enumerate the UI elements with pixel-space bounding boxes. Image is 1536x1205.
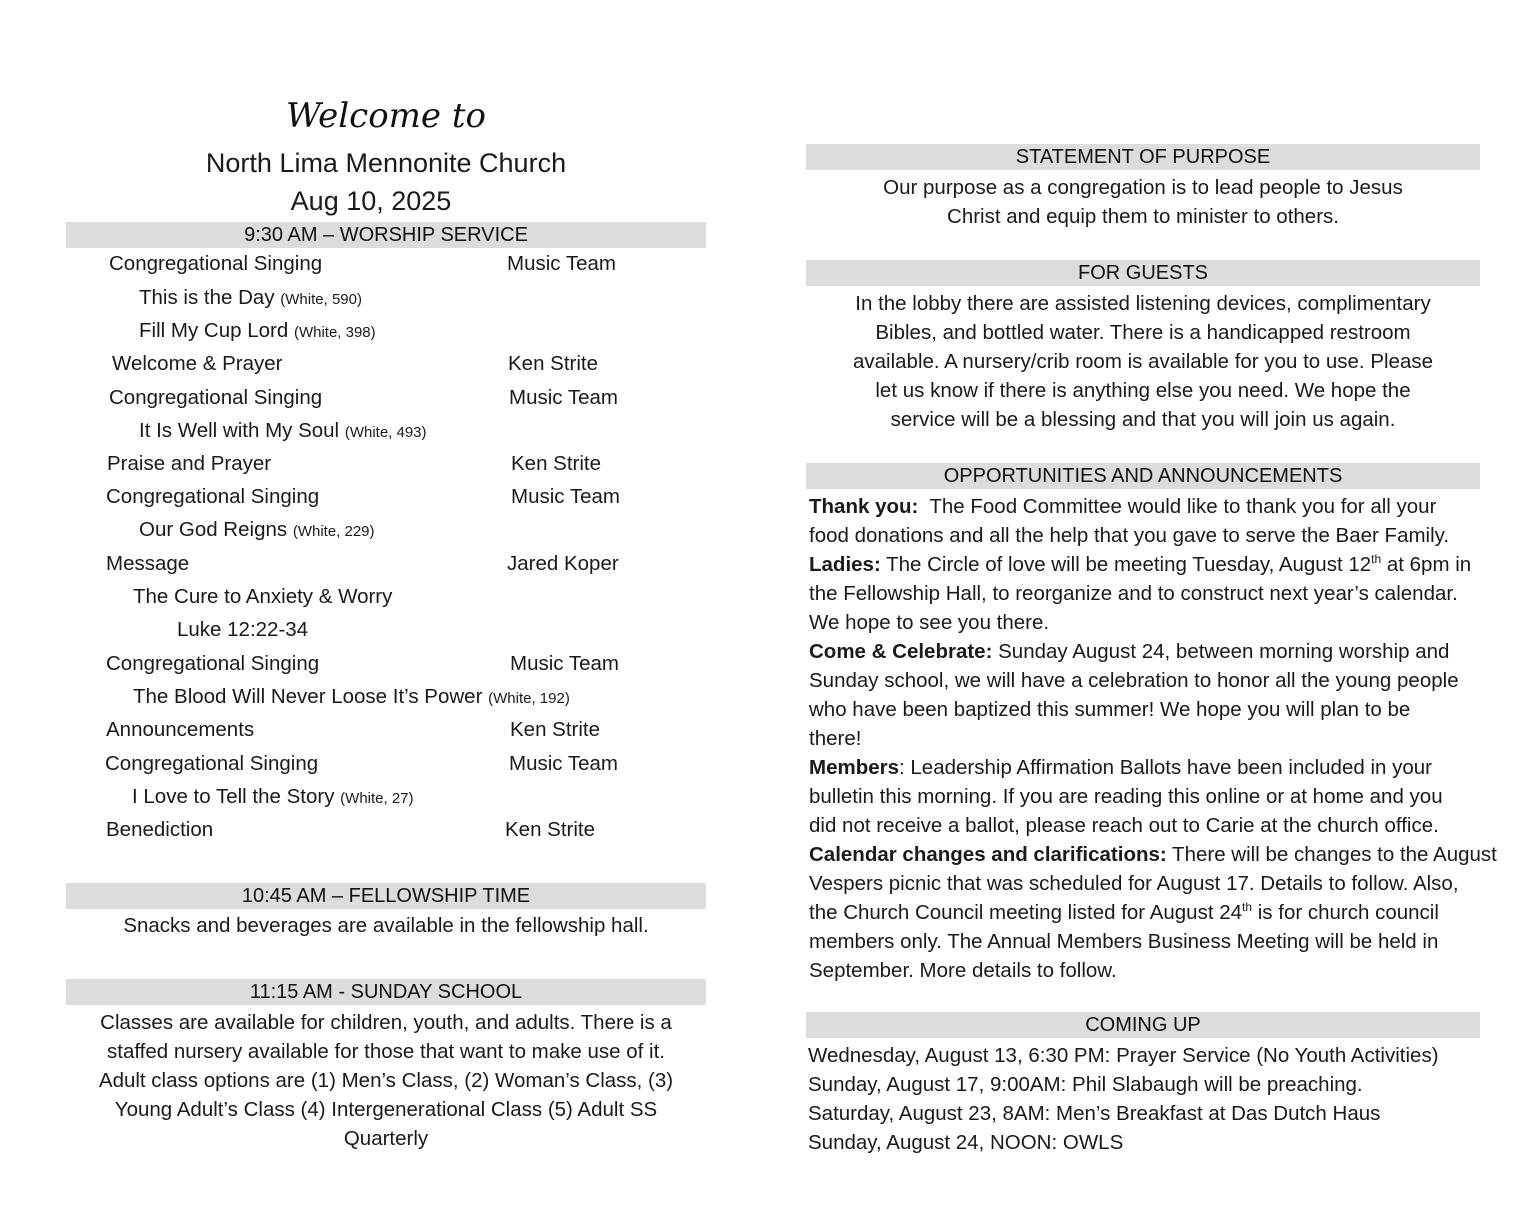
coming-up-item: Wednesday, August 13, 6:30 PM: Prayer Service (No Youth Activities) [808,1044,1439,1067]
statement-of-purpose-header: STATEMENT OF PURPOSE [806,144,1480,170]
sunday-school-text: Classes are available for children, youth, and adults. There is a staffed nursery available for those that want to make use of it. Adult class options are (1) Men’s Class, (2) Woman’s Class, (3) Young Adult’s Class (4) Intergenerational Class (5) Adult SS Quarterly [98,1011,674,1150]
church-name: North Lima Mennonite Church [205,148,567,178]
fellowship-text: Snacks and beverages are available in the fellowship hall. [123,914,649,937]
announcements-text [809,492,1519,985]
worship-item: Praise and Prayer [107,452,272,475]
fellowship-time-header: 10:45 AM – FELLOWSHIP TIME [66,883,706,909]
service-date: Aug 10, 2025 [290,186,452,216]
guests-text: In the lobby there are assisted listening devices, complimentary Bibles, and bottled water. There is a handicapped restroom available. A nursery/crib room is available for you to use. Please let us know if there is anything else you need. We hope the service will be a blessing and that you will join us again. [853,292,1433,431]
worship-leader: Ken Strite [508,352,599,375]
announcement-calendar-changes: Calendar changes and clarifications: There will be changes to the August Vespers picnic that was scheduled for August 17. Details to follow. Also, the Church Council meeting listed for August 24th is for church council members only. The Annual Members Business Meeting will be held in September. More details to follow. [809,843,1497,982]
worship-leader: Ken Strite [511,452,602,475]
worship-item: Benediction [106,818,214,841]
coming-up-item: Sunday, August 17, 9:00AM: Phil Slabaugh will be preaching. [808,1073,1363,1096]
coming-up-item: Saturday, August 23, 8AM: Men’s Breakfast at Das Dutch Haus [808,1102,1381,1125]
announcements-header: OPPORTUNITIES AND ANNOUNCEMENTS [806,463,1480,489]
announcement-come-celebrate: Come & Celebrate: Sunday August 24, between morning worship and Sunday school, we will have a celebration to honor all the young people who have been baptized this summer! We hope you will plan to be there! [809,640,1459,750]
announcement-thank-you: Thank you: The Food Committee would like to thank you for all your food donations and all the help that you gave to serve the Baer Family. [809,495,1450,547]
worship-leader: Music Team [509,386,618,409]
worship-service-header: 9:30 AM – WORSHIP SERVICE [66,222,706,248]
worship-item: Congregational Singing [105,752,319,775]
worship-item: Congregational Singing [109,252,323,275]
worship-leader: Music Team [509,752,618,775]
coming-up-list [808,1041,1498,1157]
worship-leader: Ken Strite [505,818,596,841]
welcome-heading: Welcome to [286,96,486,136]
purpose-text: Our purpose as a congregation is to lead people to Jesus Christ and equip them to minister to others. [883,176,1403,228]
scripture-reference: Luke 12:22-34 [177,618,309,641]
sermon-title: The Cure to Anxiety & Worry [133,585,393,608]
worship-item: I Love to Tell the Story (White, 27) [132,785,414,808]
worship-item: Welcome & Prayer [112,352,283,375]
worship-item: Congregational Singing [106,652,320,675]
worship-leader: Music Team [511,485,620,508]
worship-leader: Music Team [507,252,616,275]
worship-item: The Blood Will Never Loose It’s Power (White, 192) [133,685,570,708]
worship-item: Congregational Singing [106,485,320,508]
worship-item: This is the Day (White, 590) [139,286,362,309]
right-page [806,0,1497,1205]
coming-up-header: COMING UP [806,1012,1480,1038]
announcement-members: Members: Leadership Affirmation Ballots have been included in your bulletin this morning. If you are reading this online or at home and you did not receive a ballot, please reach out to Carie at the church office. [809,756,1443,837]
worship-item: Fill My Cup Lord (White, 398) [139,319,376,342]
worship-item: Congregational Singing [109,386,323,409]
worship-leader: Ken Strite [510,718,601,741]
sunday-school-header: 11:15 AM - SUNDAY SCHOOL [66,979,706,1005]
left-page [66,0,706,1205]
announcement-ladies: Ladies: The Circle of love will be meeting Tuesday, August 12th at 6pm in the Fellowship Hall, to reorganize and to construct next year’s calendar. We hope to see you there. [809,552,1472,634]
worship-item: It Is Well with My Soul (White, 493) [139,419,427,442]
worship-item: Our God Reigns (White, 229) [139,518,375,541]
coming-up-item: Sunday, August 24, NOON: OWLS [808,1131,1124,1154]
for-guests-header: FOR GUESTS [806,260,1480,286]
worship-leader: Music Team [510,652,619,675]
worship-item: Message [106,552,190,575]
worship-leader: Jared Koper [507,552,619,575]
worship-item: Announcements [106,718,255,741]
